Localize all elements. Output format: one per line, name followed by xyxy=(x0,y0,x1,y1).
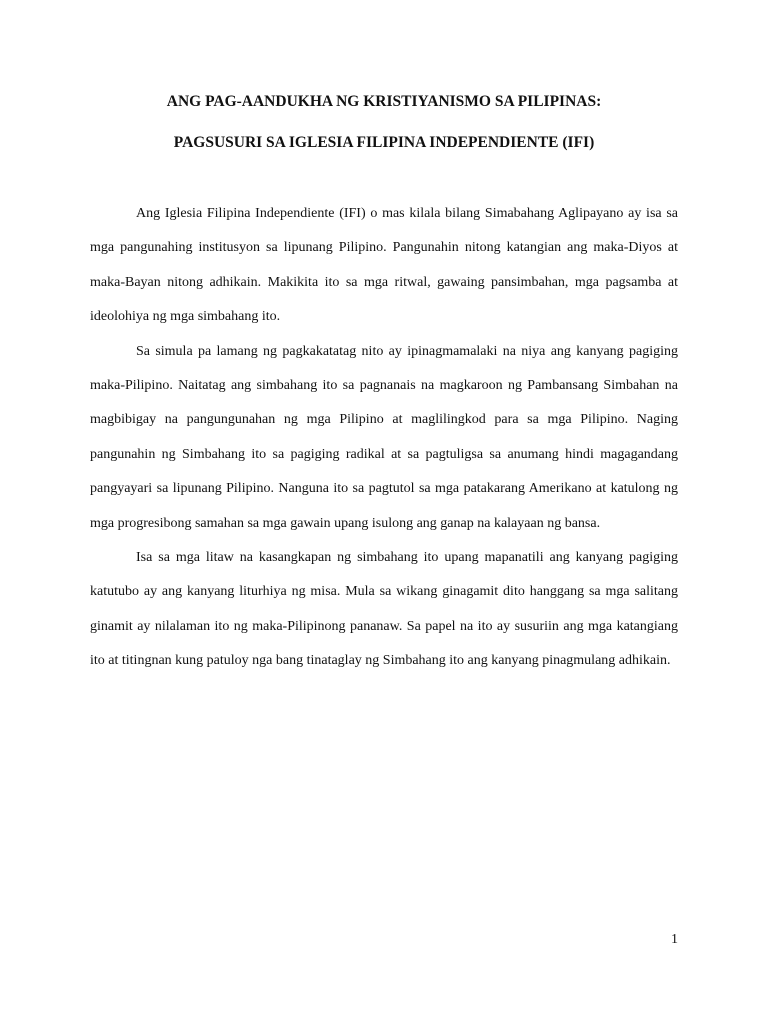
paragraph-2: Sa simula pa lamang ng pagkakatatag nito ay ipinagmamalaki na niya ang kanyang pagiging maka-Pilipino. Naitatag ang simbahang ito sa pagnanais na magkaroon ng Pambansang Simbahan na magbibigay na pangungunahan ng mga Pilipino at maglilingkod para sa mga Pilipino. Naging pangunahin ng Simbahang ito sa pagiging radikal at sa pagtuligsa sa anumang hindi magagandang pangyayari sa lipunang Pilipino. Nanguna ito sa pagtutol sa mga patakarang Amerikano at katulong ng mga progresibong samahan sa mga gawain upang isulong ang ganap na kalayaan ng bansa. xyxy=(90,343,678,531)
body-text xyxy=(90,197,678,679)
page-number: 1 xyxy=(671,932,678,947)
title-line-1: ANG PAG-AANDUKHA NG KRISTIYANISMO SA PILIPINAS: xyxy=(166,93,602,110)
paragraph-3: Isa sa mga litaw na kasangkapan ng simbahang ito upang mapanatili ang kanyang pagiging katutubo ay ang kanyang liturhiya ng misa. Mula sa wikang ginagamit dito hanggang sa mga salitang ginamit ay nilalaman ito ng maka-Pilipinong pananaw. Sa papel na ito ay susuriin ang mga katangiang ito at titingnan kung patuloy nga bang tinataglay ng Simbahang ito ang kanyang pinagmulang adhikain. xyxy=(90,550,678,669)
paragraph-1: Ang Iglesia Filipina Independiente (IFI) o mas kilala bilang Simabahang Aglipayano ay isa sa mga pangunahing institusyon sa lipunang Pilipino. Pangunahin nitong katangian ang maka-Diyos at maka-Bayan nitong adhikain. Makikita ito sa mga ritwal, gawaing pansimbahan, mga pagsamba at ideolohiya ng mga simbahang ito. xyxy=(90,206,678,325)
title-line-2: PAGSUSURI SA IGLESIA FILIPINA INDEPENDIENTE (IFI) xyxy=(173,134,595,151)
